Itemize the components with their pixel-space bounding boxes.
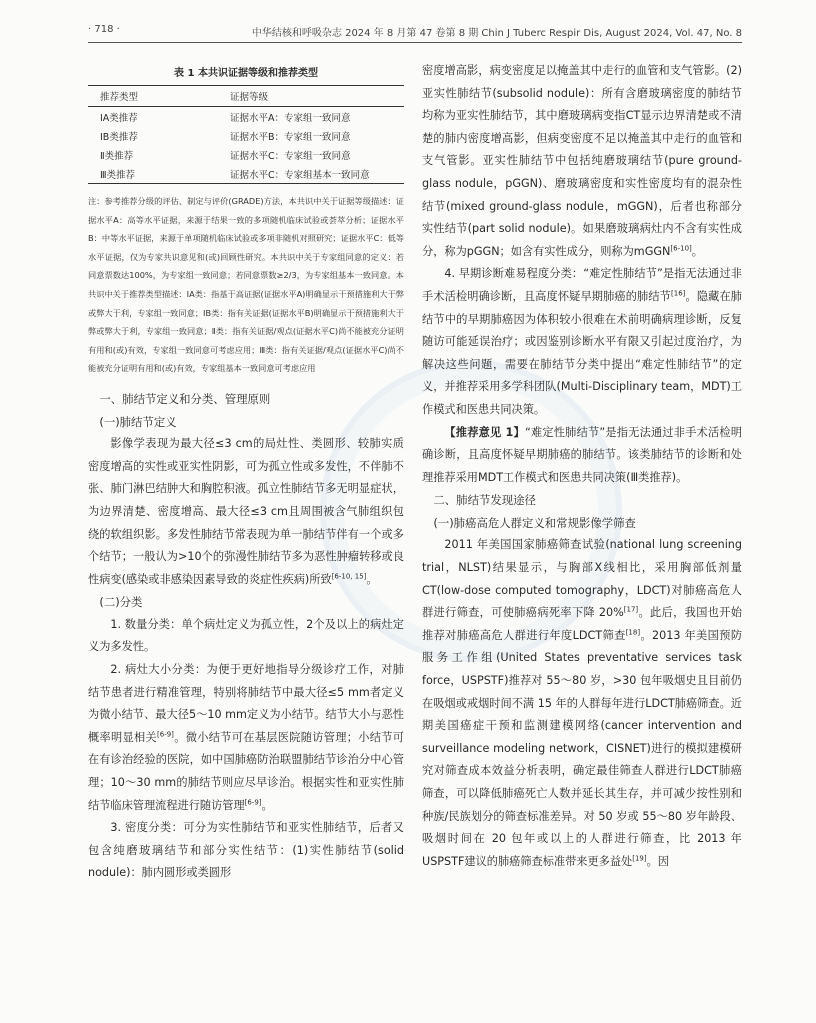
paragraph: 3. 密度分类：可分为实性肺结节和亚实性肺结节，后者又包含纯磨玻璃结节和部分实性结节：(1)实性肺结节(solid nodule)：肺内圆形或类圆形 [88,821,404,880]
table-cell: Ⅱ类推荐 [100,150,134,162]
citation-ref: [16] [671,289,686,298]
table-header-cell: 推荐类型 [88,86,202,107]
paragraph-text: 影像学表现为最大径≤3 cm的局灶性、类圆形、较肺实质密度增高的实性或亚实性阴影，可为孤立性或多发性，不伴肺不张、肺门淋巴结肿大和胸腔积液。孤立性肺结节多无明显症状，为边界清楚、密度增高、最大径≤3 cm且周围被含气肺组织包绕的软组织影。多发性肺结节常表现为单一肺结节伴有一个或多个结节；一般认为>10个的弥漫性肺结节多为恶性肿瘤转移或良性病变(感染或非感染因素导致的炎症性疾病)所致 [88,437,404,586]
paragraph-text: 。微小结节可在基层医院随访管理；小结节可在有诊治经验的医院，如中国肺癌防治联盟肺结节诊治分中心管理；10～30 mm的肺结节则应尽早诊治。根据实性和亚实性肺结节临床管理流程进行随访管理 [88,730,404,812]
paragraph-text: 。隐藏在肺结节中的早期肺癌因为体积较小很难在术前明确病理诊断，反复随访可能延误治疗；或因鉴别诊断水平有限又引起过度治疗，为解决这些问题，需要在肺结节分类中提出“难定性肺结节”的定义，并推荐采用多学科团队(Multi-Disciplinary team，MDT)工作模式和医患共同决策。 [422,289,742,416]
table-cell: ⅠB类推荐 [100,131,138,143]
table-row [88,126,404,145]
section-heading: 二、肺结节发现途径 [433,493,536,508]
table-title: 表 1 本共识证据等级和推荐类型 [174,68,318,79]
citation-ref: [6-9] [244,797,262,806]
running-head [88,22,742,40]
table-cell: 证据水平C：专家组基本一致同意 [202,164,404,184]
paragraph-text: 。 [691,244,703,258]
table-cell: Ⅲ类推荐 [88,164,202,184]
evidence-table [88,85,404,184]
paragraph [88,659,404,817]
paragraph-text: 密度增高影，病变密度足以掩盖其中走行的血管和支气管影。(2)亚实性肺结节(subsolid nodule)：所有含磨玻璃密度的肺结节均称为亚实性肺结节，其中磨玻璃病变指CT显示边界清楚或不清楚的肺内密度增高影，但病变密度不足以掩盖其中走行的血管和支气管影。亚实性肺结节中包括纯磨玻璃结节(pure ground-glass nodule，pGGN)、磨玻璃密度和实性密度均有的混杂性结节(mixed ground-glass nodule，mGGN)，后者也称部分实性结节(part solid nodule)。如果磨玻璃病灶内不含有实性成分，称为pGGN；如含有实性成分，则称为mGGN [422,64,742,258]
subsection-heading: (二)分类 [99,595,143,610]
paragraph [88,433,404,591]
paragraph-text: 2. 病灶大小分类：为便于更好地指导分级诊疗工作，对肺结节患者进行精准管理，特别将肺结节中最大径≤5 mm者定义为微小结节、最大径5～10 mm定义为小结节。结节大小与恶性概率明显相关 [88,663,404,744]
table-row [88,107,404,127]
recommendation-label: 【推荐意见 1】 [444,425,525,439]
table-row [88,145,404,164]
left-body [88,388,404,885]
citation-ref: [6-10] [670,244,692,253]
citation-ref: [6-10, 15] [331,571,367,580]
paragraph-text: 。 [366,572,378,586]
table-cell: ⅠA类推荐 [100,112,138,124]
table-cell: 证据水平C：专家组一致同意 [230,150,351,162]
journal-citation: 中华结核和呼吸杂志 2024 年 8 月第 47 卷第 8 期 Chin J Tuberc Respir Dis, August 2024, Vol. 47, No. 8 [251,28,742,39]
right-column [422,60,742,873]
paragraph-text: 2011 年美国国家肺癌筛查试验(national lung screening trial，NLST)结果显示，与胸部X线相比，采用胸部低剂量CT(low-dose computed tomography，LDCT)对肺癌高危人群进行筛查，可使肺癌病死率下降 20% [422,538,742,620]
subsection-heading: (一)肺癌高危人群定义和常规影像学筛查 [433,515,636,530]
subsection-heading: (一)肺结节定义 [99,414,177,429]
paragraph: 1. 数量分类：单个病灶定义为孤立性，2个及以上的病灶定义为多发性。 [88,617,404,654]
table-cell: 证据水平A：专家组一致同意 [230,112,351,124]
citation-ref: [17] [623,605,639,614]
citation-ref: [18] [625,628,641,637]
paragraph [422,60,742,263]
left-column [88,60,404,885]
table-header-row [88,86,404,107]
table-header-cell: 证据等级 [202,86,404,107]
paragraph-text: 4. 早期诊断难易程度分类：“难定性肺结节”是指无法通过非手术活检明确诊断，且高度怀疑早期肺癌的肺结节 [422,267,742,303]
citation-ref: [19] [632,854,647,863]
paragraph-text: 。 [261,798,273,812]
paragraph-text: 。2013 年美国预防服务工作组(United States preventative services task force，USPSTF)推荐对 55～80 岁，>30 包年吸烟史且目前仍在吸烟或戒烟时间不满 15 年的人群每年进行LDCT肺癌筛查。近期美国癌症干预和监测建模网络(cancer intervention and surveillance modeling network，CISNET)进行的模拟建模研究对筛查成本效益分析表明，确定最佳筛查人群进行LDCT肺癌筛查，可以降低肺癌死亡人数并延长其生存，并可减少按性别和种族/民族划分的筛查标准差异。对 50 岁或 55～80 岁年龄段、吸烟时间在 20 包年或以上的人群进行筛查，比 2013 年USPSTF建议的肺癌筛查标准带来更多益处 [422,628,743,868]
paragraph-text: 。此后，我国也开始推荐对肺癌高危人群进行年度LDCT筛查 [422,606,742,642]
header-rule [88,42,742,43]
section-heading: 一、肺结节定义和分类、管理原则 [99,391,271,406]
paragraph-text: 。因 [646,854,669,868]
recommendation-paragraph [422,422,742,490]
citation-ref: [6-9] [157,730,174,739]
page-number: · 718 · [88,24,120,35]
table-cell: 证据水平B：专家组一致同意 [230,131,351,143]
table-row [88,164,404,184]
paragraph [422,263,742,421]
table-note: 注：参考推荐分级的评估、制定与评价(GRADE)方法，本共识中关于证据等级描述：证据水平A：高等水平证据，来源于结果一致的多项随机临床试验或荟萃分析；证据水平B：中等水平证据，来源于单项随机临床试验或多项非随机对照研究；证据水平C：低等水平证据，仅为专家共识意见和(或)回顾性研究。本共识中关于专家组同意的定义：若同意票数达100%，为专家组一致同意；若同意票数≥2/3，为专家组基本一致同意。本共识中关于推荐类型描述：ⅠA类：指基于高证据(证据水平A)明确显示干预措施利大于弊或弊大于利，专家组一致同意；ⅠB类：指有关证据(证据水平B)明确显示干预措施利大于弊或弊大于利，专家组一致同意；Ⅱ类：指有关证据/观点(证据水平C)尚不能被充分证明有用和(或)有效，专家组一致同意可考虑应用；Ⅲ类：指有关证据/观点(证据水平C)尚不能被充分证明有用和(或)有效，专家组基本一致同意可考虑应用 [88,196,404,374]
paragraph [422,534,742,873]
recommendation-text: “难定性肺结节”是指无法通过非手术活检明确诊断，且高度怀疑早期肺癌的肺结节。该类肺结节的诊断和处理推荐采用MDT工作模式和医患共同决策(Ⅲ类推荐)。 [422,425,743,484]
